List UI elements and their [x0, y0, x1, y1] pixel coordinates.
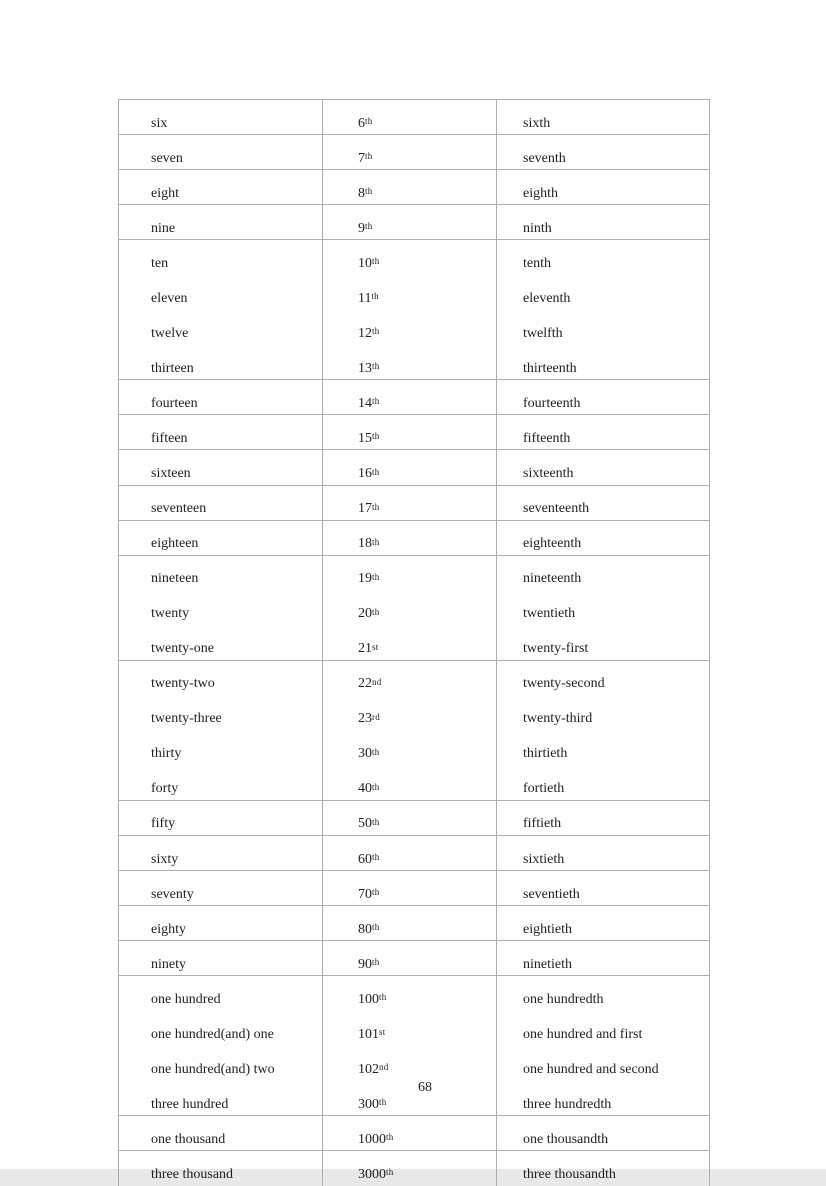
- table-group: [119, 941, 709, 976]
- ordinal-word-text: fiftieth: [523, 816, 562, 832]
- ordinal-suffix: rd: [372, 711, 380, 722]
- ordinal-word-cell: [497, 450, 709, 485]
- cardinal-cell: [119, 556, 323, 661]
- numbers-table: [118, 99, 710, 1186]
- ordinal-number: 80: [358, 921, 372, 937]
- ordinal-number: 23: [358, 711, 372, 727]
- ordinal-numeral-text: [323, 626, 496, 661]
- ordinal-numeral-text: [323, 450, 496, 485]
- ordinal-suffix: th: [372, 536, 380, 547]
- ordinal-numeral-text: [323, 836, 496, 871]
- ordinal-numeral-cell: [323, 906, 497, 941]
- ordinal-word-text: three thousandth: [523, 1166, 616, 1182]
- page-number: 68: [418, 1080, 432, 1095]
- ordinal-numeral-cell: [323, 801, 497, 836]
- ordinal-numeral-cell: [323, 556, 497, 661]
- ordinal-suffix: th: [372, 466, 380, 477]
- ordinal-number: 13: [358, 360, 372, 376]
- ordinal-number: 70: [358, 886, 372, 902]
- cardinal-text: one hundred: [151, 991, 221, 1007]
- ordinal-suffix: th: [372, 606, 380, 617]
- ordinal-numeral-text: [323, 100, 496, 135]
- ordinal-number: 21: [358, 641, 372, 657]
- cardinal-text: fourteen: [151, 395, 198, 411]
- cardinal-cell: [119, 486, 323, 521]
- ordinal-word-cell: [497, 380, 709, 415]
- ordinal-number: 10: [358, 255, 372, 271]
- cardinal-text: seventy: [151, 886, 194, 902]
- ordinal-numeral-text: [323, 871, 496, 906]
- ordinal-numeral-text: [323, 380, 496, 415]
- ordinal-numeral-cell: [323, 661, 497, 801]
- ordinal-number: 7: [358, 150, 365, 166]
- ordinal-word-cell: [497, 170, 709, 205]
- ordinal-word-text: ninth: [523, 220, 552, 236]
- ordinal-numeral-text: [323, 486, 496, 521]
- ordinal-word-text: seventieth: [523, 886, 580, 902]
- ordinal-numeral-text: [323, 731, 496, 766]
- ordinal-word-text: sixteenth: [523, 466, 574, 482]
- ordinal-suffix: st: [379, 1027, 386, 1038]
- cardinal-cell: [119, 170, 323, 205]
- cardinal-cell: [119, 836, 323, 871]
- cardinal-text: fifteen: [151, 430, 188, 446]
- ordinal-number: 1000: [358, 1131, 386, 1147]
- table-group: [119, 801, 709, 836]
- ordinal-numeral-text: [323, 661, 496, 696]
- ordinal-suffix: th: [372, 816, 380, 827]
- ordinal-numeral-cell: [323, 521, 497, 556]
- cardinal-cell: [119, 661, 323, 801]
- ordinal-word-text: fortieth: [523, 781, 565, 797]
- cardinal-cell: [119, 801, 323, 836]
- cardinal-text: thirteen: [151, 360, 194, 376]
- ordinal-number: 22: [358, 676, 372, 692]
- ordinal-word-text: seventh: [523, 150, 566, 166]
- cardinal-text: one hundred(and) one: [151, 1026, 274, 1042]
- ordinal-numeral-text: [323, 345, 496, 380]
- ordinal-numeral-cell: [323, 170, 497, 205]
- cardinal-text: seven: [151, 150, 183, 166]
- ordinal-numeral-cell: [323, 240, 497, 380]
- ordinal-number: 18: [358, 536, 372, 552]
- cardinal-text: eighty: [151, 921, 186, 937]
- cardinal-cell: [119, 941, 323, 976]
- ordinal-numeral-text: [323, 1046, 496, 1081]
- cardinal-text: eleven: [151, 290, 188, 306]
- ordinal-word-text: fifteenth: [523, 430, 571, 446]
- ordinal-numeral-text: [323, 941, 496, 976]
- ordinal-word-text: one hundred and second: [523, 1061, 659, 1077]
- table-group: [119, 380, 709, 415]
- ordinal-suffix: th: [372, 746, 380, 757]
- ordinal-numeral-text: [323, 310, 496, 345]
- ordinal-suffix: th: [372, 957, 380, 968]
- ordinal-word-text: eightieth: [523, 921, 572, 937]
- cardinal-text: three thousand: [151, 1166, 234, 1182]
- cardinal-cell: [119, 521, 323, 556]
- ordinal-word-cell: [497, 976, 709, 1116]
- ordinal-number: 11: [358, 290, 372, 306]
- ordinal-word-text: twelfth: [523, 325, 563, 341]
- table-group: [119, 415, 709, 450]
- table-group: [119, 1151, 709, 1186]
- ordinal-numeral-cell: [323, 836, 497, 871]
- cardinal-text: fifty: [151, 816, 176, 832]
- ordinal-word-cell: [497, 486, 709, 521]
- ordinal-numeral-cell: [323, 415, 497, 450]
- cardinal-text: twenty-two: [151, 676, 215, 692]
- ordinal-numeral-text: [323, 521, 496, 556]
- cardinal-cell: [119, 450, 323, 485]
- ordinal-numeral-text: [323, 801, 496, 836]
- cardinal-text: six: [151, 115, 168, 131]
- table-group: [119, 240, 709, 380]
- ordinal-numeral-text: [323, 135, 496, 170]
- ordinal-number: 16: [358, 466, 372, 482]
- ordinal-word-text: eighteenth: [523, 536, 582, 552]
- cardinal-text: thirty: [151, 746, 182, 762]
- ordinal-word-cell: [497, 941, 709, 976]
- cardinal-text: seventeen: [151, 501, 207, 517]
- ordinal-number: 101: [358, 1026, 379, 1042]
- ordinal-word-text: thirtieth: [523, 746, 568, 762]
- ordinal-suffix: nd: [379, 1062, 389, 1073]
- ordinal-suffix: th: [365, 116, 373, 127]
- ordinal-suffix: th: [372, 922, 380, 933]
- table-group: [119, 556, 709, 661]
- ordinal-suffix: th: [372, 256, 380, 267]
- cardinal-text: ninety: [151, 956, 186, 972]
- table-group: [119, 521, 709, 556]
- ordinal-number: 300: [358, 1096, 379, 1112]
- ordinal-suffix: th: [386, 1132, 394, 1143]
- ordinal-suffix: th: [379, 1097, 387, 1108]
- ordinal-suffix: th: [371, 291, 379, 302]
- ordinal-suffix: th: [372, 361, 380, 372]
- ordinal-number: 14: [358, 395, 372, 411]
- ordinal-word-cell: [497, 661, 709, 801]
- table-group: [119, 976, 709, 1116]
- ordinal-word-text: eleventh: [523, 290, 571, 306]
- ordinal-numeral-cell: [323, 450, 497, 485]
- cardinal-text: eighteen: [151, 536, 199, 552]
- cardinal-text: ten: [151, 255, 169, 271]
- ordinal-suffix: th: [365, 186, 373, 197]
- ordinal-numeral-cell: [323, 205, 497, 240]
- table-group: [119, 836, 709, 871]
- table-group: [119, 661, 709, 801]
- ordinal-word-text: tenth: [523, 255, 551, 271]
- ordinal-word-text: sixtieth: [523, 851, 565, 867]
- ordinal-numeral-text: [323, 170, 496, 205]
- ordinal-word-text: thirteenth: [523, 360, 577, 376]
- ordinal-number: 6: [358, 115, 365, 131]
- ordinal-suffix: nd: [372, 676, 382, 687]
- ordinal-word-text: twenty-third: [523, 711, 593, 727]
- ordinal-number: 20: [358, 606, 372, 622]
- table-group: [119, 450, 709, 485]
- table-group: [119, 205, 709, 240]
- ordinal-word-text: three hundredth: [523, 1096, 612, 1112]
- table-group: [119, 135, 709, 170]
- ordinal-suffix: th: [372, 396, 380, 407]
- ordinal-suffix: th: [365, 221, 373, 232]
- ordinal-suffix: th: [372, 887, 380, 898]
- ordinal-numeral-text: [323, 205, 496, 240]
- ordinal-numeral-cell: [323, 135, 497, 170]
- ordinal-numeral-text: [323, 766, 496, 801]
- ordinal-number: 90: [358, 956, 372, 972]
- ordinal-numeral-cell: [323, 976, 497, 1116]
- ordinal-word-cell: [497, 100, 709, 135]
- cardinal-cell: [119, 415, 323, 450]
- cardinal-text: nineteen: [151, 571, 199, 587]
- cardinal-cell: [119, 976, 323, 1116]
- ordinal-numeral-cell: [323, 1116, 497, 1151]
- cardinal-text: sixty: [151, 851, 179, 867]
- table-group: [119, 1116, 709, 1151]
- ordinal-numeral-text: [323, 696, 496, 731]
- ordinal-numeral-text: [323, 591, 496, 626]
- ordinal-number: 8: [358, 185, 365, 201]
- ordinal-suffix: th: [372, 571, 380, 582]
- ordinal-suffix: th: [372, 501, 380, 512]
- ordinal-suffix: th: [365, 151, 373, 162]
- ordinal-word-cell: [497, 836, 709, 871]
- ordinal-word-text: one thousandth: [523, 1131, 609, 1147]
- cardinal-text: twenty-three: [151, 711, 222, 727]
- cardinal-cell: [119, 380, 323, 415]
- ordinal-word-cell: [497, 240, 709, 380]
- ordinal-number: 40: [358, 781, 372, 797]
- cardinal-cell: [119, 100, 323, 135]
- ordinal-number: 19: [358, 571, 372, 587]
- ordinal-word-text: one hundredth: [523, 991, 604, 1007]
- ordinal-number: 60: [358, 851, 372, 867]
- ordinal-numeral-text: [323, 556, 496, 591]
- ordinal-word-cell: [497, 871, 709, 906]
- ordinal-word-text: nineteenth: [523, 571, 582, 587]
- ordinal-numeral-cell: [323, 380, 497, 415]
- ordinal-number: 17: [358, 501, 372, 517]
- table-group: [119, 100, 709, 135]
- cardinal-text: forty: [151, 781, 179, 797]
- cardinal-text: sixteen: [151, 466, 191, 482]
- ordinal-number: 12: [358, 325, 372, 341]
- ordinal-numeral-text: [323, 415, 496, 450]
- cardinal-cell: [119, 871, 323, 906]
- ordinal-numeral-text: [323, 240, 496, 275]
- ordinal-number: 15: [358, 430, 372, 446]
- cardinal-cell: [119, 1151, 323, 1186]
- ordinal-word-text: sixth: [523, 115, 551, 131]
- cardinal-cell: [119, 1116, 323, 1151]
- ordinal-word-text: one hundred and first: [523, 1026, 643, 1042]
- ordinal-numeral-text: [323, 1011, 496, 1046]
- ordinal-number: 50: [358, 816, 372, 832]
- ordinal-numeral-cell: [323, 941, 497, 976]
- table-group: [119, 871, 709, 906]
- cardinal-text: nine: [151, 220, 176, 236]
- cardinal-cell: [119, 205, 323, 240]
- ordinal-number: 100: [358, 991, 379, 1007]
- ordinal-number: 9: [358, 220, 365, 236]
- cardinal-cell: [119, 240, 323, 380]
- ordinal-suffix: th: [372, 852, 380, 863]
- ordinal-word-cell: [497, 906, 709, 941]
- ordinal-numeral-text: [323, 1151, 496, 1186]
- ordinal-numeral-cell: [323, 871, 497, 906]
- ordinal-suffix: th: [372, 781, 380, 792]
- ordinal-word-cell: [497, 556, 709, 661]
- ordinal-numeral-text: [323, 275, 496, 310]
- ordinal-suffix: th: [379, 992, 387, 1003]
- table-group: [119, 486, 709, 521]
- cardinal-text: twenty-one: [151, 641, 214, 657]
- ordinal-word-text: twenty-first: [523, 641, 589, 657]
- ordinal-numeral-text: [323, 906, 496, 941]
- ordinal-numeral-cell: [323, 100, 497, 135]
- ordinal-word-text: twenty-second: [523, 676, 605, 692]
- ordinal-word-cell: [497, 415, 709, 450]
- cardinal-text: twelve: [151, 325, 189, 341]
- ordinal-suffix: th: [386, 1167, 394, 1178]
- ordinal-word-cell: [497, 205, 709, 240]
- ordinal-word-cell: [497, 1116, 709, 1151]
- cardinal-text: twenty: [151, 606, 190, 622]
- cardinal-text: one thousand: [151, 1131, 226, 1147]
- ordinal-number: 3000: [358, 1166, 386, 1182]
- ordinal-word-text: twentieth: [523, 606, 576, 622]
- ordinal-word-cell: [497, 801, 709, 836]
- ordinal-word-text: eighth: [523, 185, 558, 201]
- ordinal-word-cell: [497, 1151, 709, 1186]
- ordinal-numeral-cell: [323, 486, 497, 521]
- ordinal-word-text: fourteenth: [523, 395, 581, 411]
- ordinal-suffix: th: [372, 326, 380, 337]
- ordinal-numeral-text: [323, 1116, 496, 1151]
- cardinal-text: eight: [151, 185, 179, 201]
- ordinal-word-text: ninetieth: [523, 956, 572, 972]
- cardinal-text: one hundred(and) two: [151, 1061, 275, 1077]
- cardinal-text: three hundred: [151, 1096, 229, 1112]
- ordinal-number: 102: [358, 1061, 379, 1077]
- ordinal-numeral-text: [323, 976, 496, 1011]
- ordinal-word-cell: [497, 135, 709, 170]
- table-group: [119, 170, 709, 205]
- ordinal-word-text: seventeenth: [523, 501, 590, 517]
- cardinal-cell: [119, 135, 323, 170]
- ordinal-numeral-cell: [323, 1151, 497, 1186]
- table-group: [119, 906, 709, 941]
- ordinal-suffix: st: [372, 641, 379, 652]
- ordinal-number: 30: [358, 746, 372, 762]
- ordinal-suffix: th: [372, 431, 380, 442]
- ordinal-word-cell: [497, 521, 709, 556]
- cardinal-cell: [119, 906, 323, 941]
